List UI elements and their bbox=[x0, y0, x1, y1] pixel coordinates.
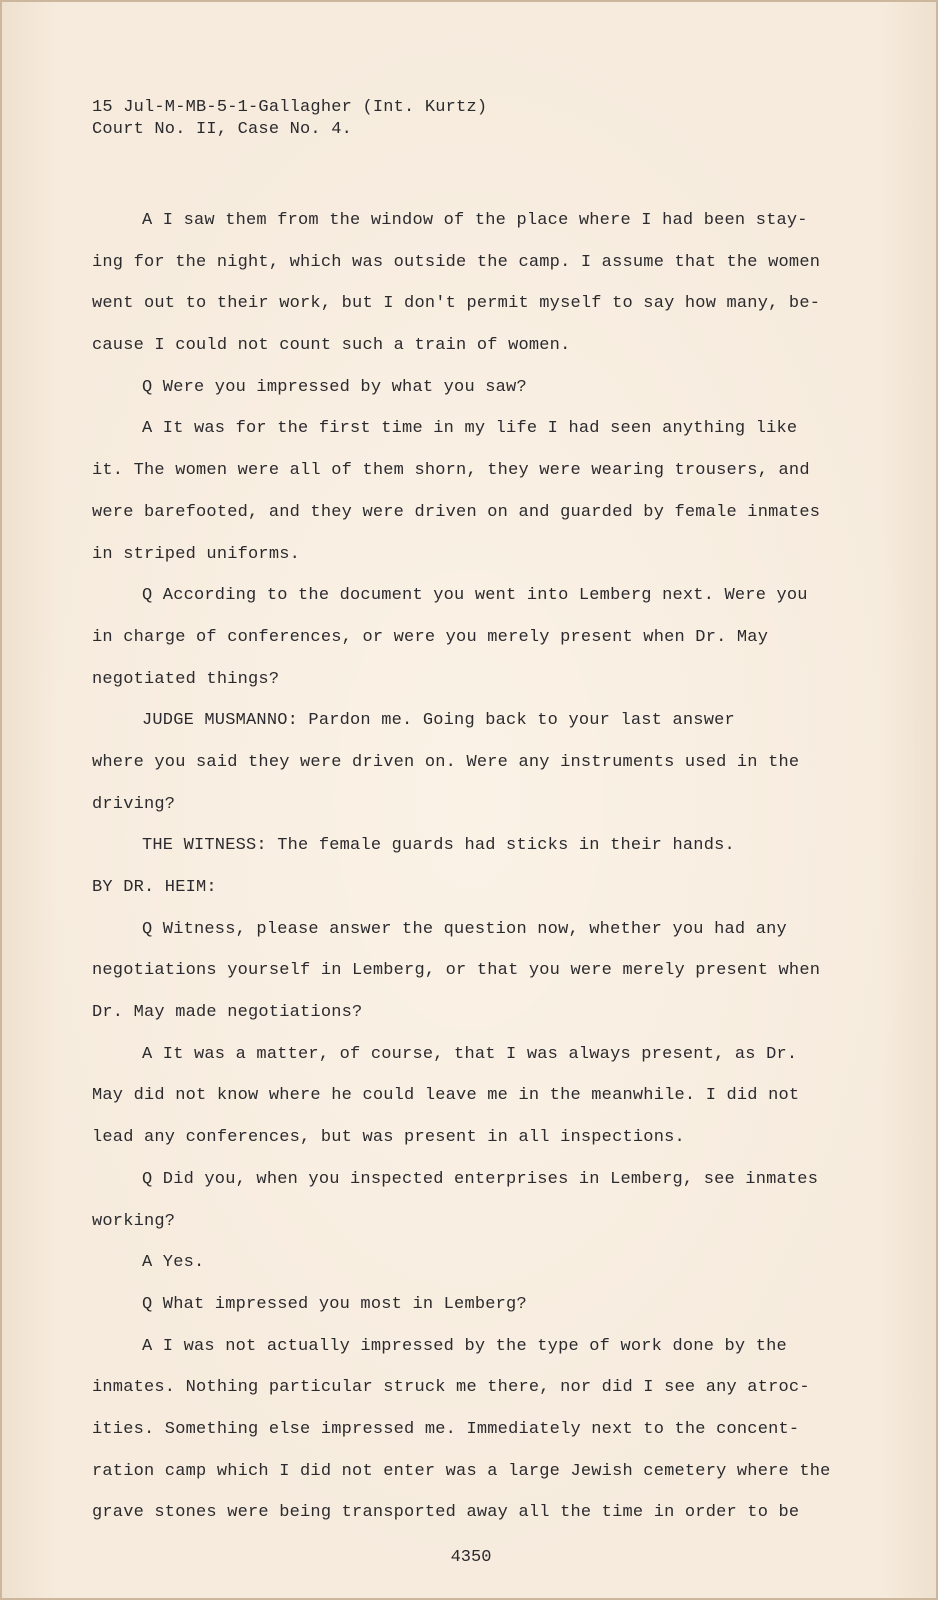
transcript-line: Q Did you, when you inspected enterprises in Lemberg, see inmates bbox=[142, 1169, 819, 1189]
transcript-line: grave stones were being transported away all the time in order to be bbox=[92, 1503, 800, 1523]
transcript-line: driving? bbox=[92, 794, 176, 814]
page-number: 4350 bbox=[450, 1548, 492, 1567]
transcript-line: A Yes. bbox=[142, 1253, 205, 1273]
transcript-line: Q What impressed you most in Lemberg? bbox=[142, 1294, 527, 1314]
transcript-line: ities. Something else impressed me. Immediately next to the concent- bbox=[92, 1419, 800, 1439]
header-line-1: 15 Jul-M-MB-5-1-Gallagher (Int. Kurtz) bbox=[92, 98, 488, 117]
transcript-body bbox=[92, 200, 832, 1534]
transcript-line: May did not know where he could leave me in the meanwhile. I did not bbox=[92, 1086, 800, 1106]
transcript-line: ing for the night, which was outside the camp. I assume that the women bbox=[92, 252, 821, 272]
transcript-line: A It was a matter, of course, that I was always present, as Dr. bbox=[142, 1044, 798, 1064]
transcript-line: working? bbox=[92, 1211, 176, 1231]
transcript-line: negotiations yourself in Lemberg, or that you were merely present when bbox=[92, 961, 821, 981]
transcript-line: lead any conferences, but was present in all inspections. bbox=[92, 1128, 685, 1148]
transcript-line: where you said they were driven on. Were any instruments used in the bbox=[92, 752, 800, 772]
transcript-line: A I saw them from the window of the place where I had been stay- bbox=[142, 211, 808, 230]
transcript-line: Dr. May made negotiations? bbox=[92, 1003, 363, 1023]
transcript-line: Q Witness, please answer the question now, whether you had any bbox=[142, 919, 787, 939]
transcript-line: it. The women were all of them shorn, they were wearing trousers, and bbox=[92, 461, 810, 481]
transcript-line: ration camp which I did not enter was a large Jewish cemetery where the bbox=[92, 1461, 831, 1481]
transcript-line: A It was for the first time in my life I had seen anything like bbox=[142, 419, 798, 439]
transcript-line: inmates. Nothing particular struck me there, nor did I see any atroc- bbox=[92, 1378, 810, 1398]
transcript-line: A I was not actually impressed by the type of work done by the bbox=[142, 1336, 787, 1356]
transcript-line: were barefooted, and they were driven on and guarded by female inmates bbox=[92, 502, 821, 522]
transcript-line: cause I could not count such a train of women. bbox=[92, 336, 571, 356]
transcript-line: negotiated things? bbox=[92, 669, 280, 689]
transcript-line: in charge of conferences, or were you merely present when Dr. May bbox=[92, 627, 769, 647]
transcript-line: went out to their work, but I don't permit myself to say how many, be- bbox=[92, 294, 821, 314]
transcript-line: Q According to the document you went into Lemberg next. Were you bbox=[142, 586, 808, 606]
header-line-2: Court No. II, Case No. 4. bbox=[92, 120, 353, 139]
transcript-line: THE WITNESS: The female guards had sticks in their hands. bbox=[142, 836, 735, 856]
transcript-line: JUDGE MUSMANNO: Pardon me. Going back to your last answer bbox=[142, 711, 735, 731]
transcript-line: Q Were you impressed by what you saw? bbox=[142, 377, 527, 397]
transcript-line: BY DR. HEIM: bbox=[92, 878, 217, 897]
header bbox=[92, 97, 487, 141]
transcript-line: in striped uniforms. bbox=[92, 544, 301, 564]
